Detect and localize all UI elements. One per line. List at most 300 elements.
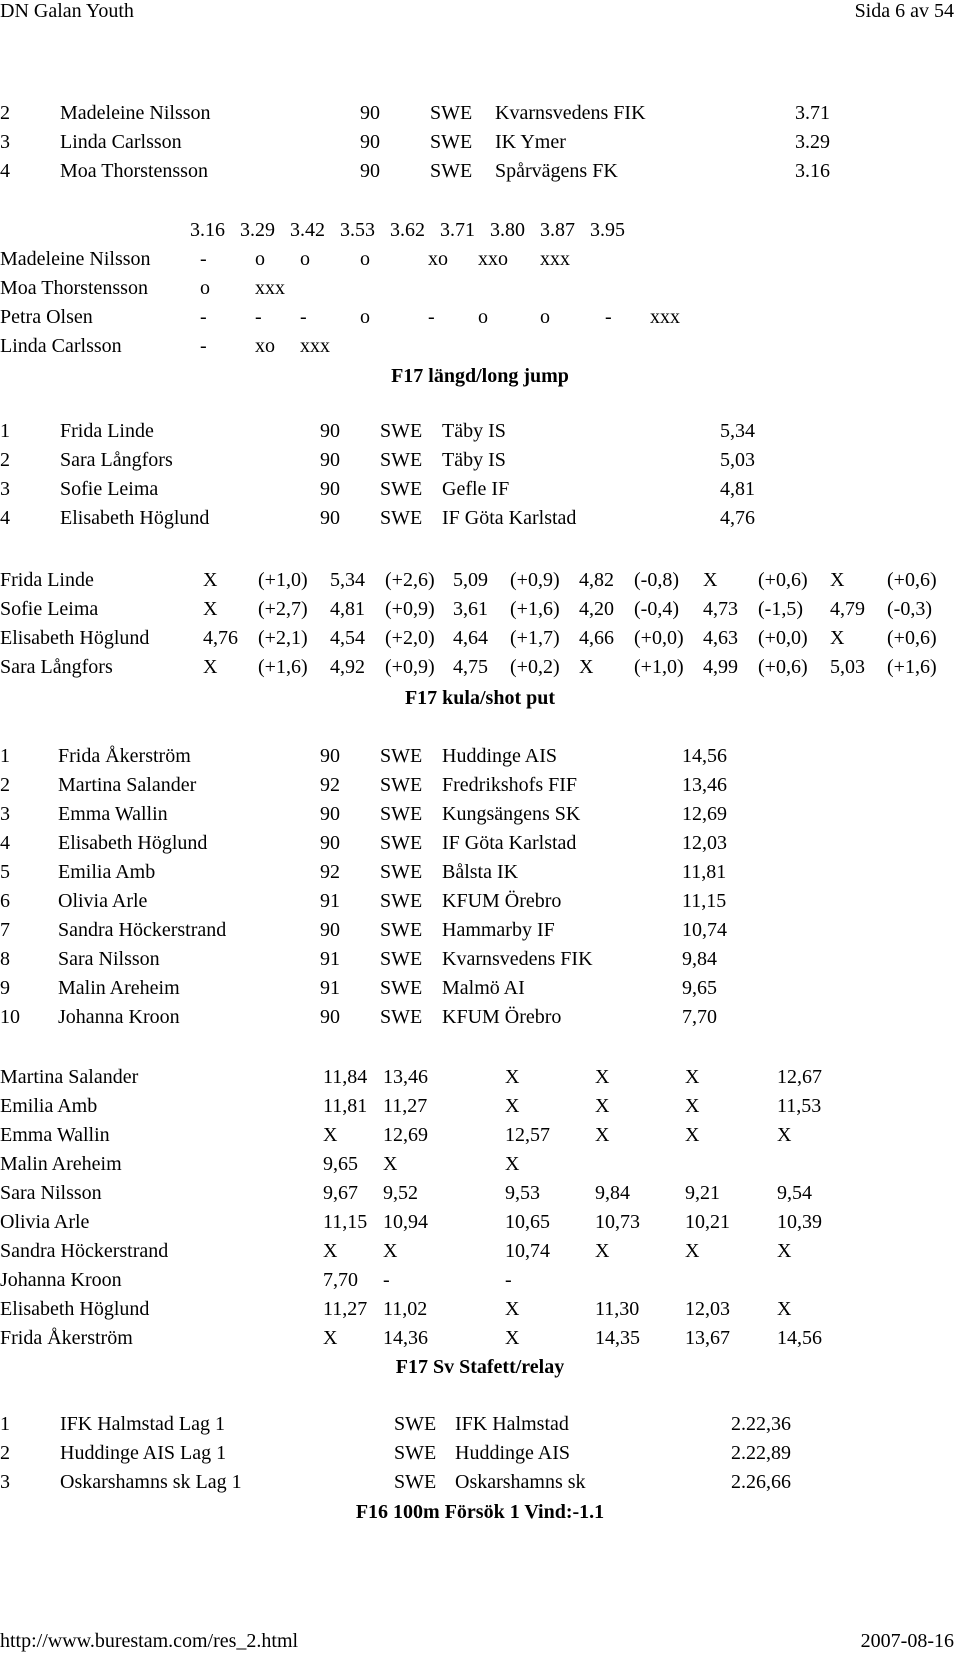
sp-attempt-cell: X — [777, 1124, 792, 1146]
sp-result-cell: SWE — [380, 919, 423, 941]
page-header — [0, 0, 960, 24]
hj-result-cell: 90 — [360, 160, 380, 182]
lj-attempt-cell: (+1,6) — [258, 656, 308, 678]
sp-result-row — [0, 948, 960, 977]
lj-attempts-table — [0, 569, 960, 685]
hj-height-cell: 3.62 — [390, 219, 425, 241]
lj-result-cell: SWE — [380, 420, 423, 442]
hj-attempts-table — [0, 248, 960, 364]
sp-result-cell: SWE — [380, 977, 423, 999]
hj-heights-row — [0, 219, 960, 248]
sp-attempt-cell: 11,02 — [383, 1298, 428, 1320]
sp-result-cell: SWE — [380, 803, 423, 825]
sp-attempt-cell: 9,67 — [323, 1182, 358, 1204]
sp-attempt-cell: 13,67 — [685, 1327, 730, 1349]
lj-attempt-cell: (+0,0) — [758, 627, 808, 649]
lj-attempt-cell: 4,73 — [703, 598, 738, 620]
sp-attempt-cell: Malin Areheim — [0, 1153, 122, 1175]
lj-result-cell: Sara Långfors — [60, 449, 173, 471]
hj-results-table — [0, 102, 960, 189]
hj-attempt-cell: xxx — [300, 335, 330, 357]
lj-attempt-cell: (+1,6) — [510, 598, 560, 620]
lj-attempt-cell: (+0,2) — [510, 656, 560, 678]
sp-result-cell: 9 — [0, 977, 10, 999]
relay-result-cell: Huddinge AIS — [455, 1442, 570, 1464]
sp-attempt-cell: X — [685, 1095, 700, 1117]
sp-attempt-row — [0, 1298, 960, 1327]
lj-attempt-cell: (+1,0) — [634, 656, 684, 678]
hj-attempt-cell: xo — [428, 248, 448, 270]
hj-result-cell: 3.16 — [795, 160, 830, 182]
hj-attempt-cell: Madeleine Nilsson — [0, 248, 151, 270]
hj-result-cell: 3.29 — [795, 131, 830, 153]
sp-attempt-row — [0, 1095, 960, 1124]
lj-result-cell: 4,76 — [720, 507, 755, 529]
sp-result-cell: 12,69 — [682, 803, 727, 825]
relay-result-cell: 1 — [0, 1413, 10, 1435]
lj-attempt-cell: X — [830, 569, 845, 591]
lj-attempt-cell: (+0,6) — [887, 569, 937, 591]
sp-result-cell: SWE — [380, 948, 423, 970]
lj-attempt-cell: 4,64 — [453, 627, 488, 649]
sp-result-cell: SWE — [380, 745, 423, 767]
sp-section-title: F17 kula/shot put — [404, 687, 556, 709]
hj-attempt-row — [0, 248, 960, 277]
sp-result-cell: Emma Wallin — [58, 803, 168, 825]
sp-attempt-cell: 10,21 — [685, 1211, 730, 1233]
lj-attempt-cell: (+2,7) — [258, 598, 308, 620]
lj-result-cell: SWE — [380, 478, 423, 500]
sp-attempt-cell: X — [505, 1327, 520, 1349]
sp-attempt-cell: X — [685, 1124, 700, 1146]
sp-attempt-cell: 9,52 — [383, 1182, 418, 1204]
sp-results-table — [0, 745, 960, 1035]
hj-attempt-cell: o — [200, 277, 210, 299]
sp-result-cell: Martina Salander — [58, 774, 197, 796]
lj-attempt-cell: 5,34 — [330, 569, 365, 591]
hj-attempt-cell: o — [478, 306, 488, 328]
relay-result-row — [0, 1442, 960, 1471]
lj-results-table — [0, 420, 960, 536]
sp-attempt-cell: 7,70 — [323, 1269, 358, 1291]
sp-attempt-cell: 13,46 — [383, 1066, 428, 1088]
lj-attempt-row — [0, 569, 960, 598]
relay-result-cell: 2.22,36 — [731, 1413, 791, 1435]
footer-date: 2007-08-16 — [860, 1630, 954, 1652]
hj-attempt-cell: o — [540, 306, 550, 328]
sp-attempt-cell: 12,67 — [777, 1066, 822, 1088]
lj-attempt-row — [0, 627, 960, 656]
sp-attempt-cell: X — [323, 1240, 338, 1262]
sp-attempt-cell: Martina Salander — [0, 1066, 139, 1088]
sp-attempt-cell: X — [505, 1066, 520, 1088]
sp-result-cell: 91 — [320, 977, 340, 999]
page-footer — [0, 1630, 960, 1654]
sp-attempt-cell: 10,65 — [505, 1211, 550, 1233]
sp-attempt-row — [0, 1327, 960, 1356]
hj-attempt-cell: Moa Thorstensson — [0, 277, 148, 299]
relay-result-cell: Oskarshamns sk — [455, 1471, 586, 1493]
sp-result-cell: 90 — [320, 803, 340, 825]
sp-result-cell: 91 — [320, 948, 340, 970]
sp-attempt-cell: X — [505, 1153, 520, 1175]
hj-result-cell: Moa Thorstensson — [60, 160, 208, 182]
hj-result-cell: Madeleine Nilsson — [60, 102, 211, 124]
hj-attempt-cell: - — [605, 306, 612, 328]
hj-attempt-cell: - — [428, 306, 435, 328]
sp-result-cell: Sara Nilsson — [58, 948, 160, 970]
sp-attempt-cell: Elisabeth Höglund — [0, 1298, 150, 1320]
relay-result-cell: 3 — [0, 1471, 10, 1493]
sp-result-cell: Malmö AI — [442, 977, 525, 999]
lj-attempt-cell: 4,20 — [579, 598, 614, 620]
sp-result-cell: 90 — [320, 919, 340, 941]
sp-result-cell: 8 — [0, 948, 10, 970]
lj-attempt-cell: (-0,3) — [887, 598, 932, 620]
lj-attempt-cell: Frida Linde — [0, 569, 94, 591]
relay-result-cell: Oskarshamns sk Lag 1 — [60, 1471, 242, 1493]
sp-result-cell: 13,46 — [682, 774, 727, 796]
hj-attempt-cell: xxx — [540, 248, 570, 270]
hj-attempt-cell: o — [300, 248, 310, 270]
lj-attempt-cell: 4,54 — [330, 627, 365, 649]
lj-attempt-cell: (-1,5) — [758, 598, 803, 620]
relay-result-cell: Huddinge AIS Lag 1 — [60, 1442, 227, 1464]
lj-attempt-cell: 5,03 — [830, 656, 865, 678]
sp-attempt-cell: 10,39 — [777, 1211, 822, 1233]
sp-result-cell: 91 — [320, 890, 340, 912]
lj-attempt-cell: (-0,8) — [634, 569, 679, 591]
sp-attempt-row — [0, 1240, 960, 1269]
sp-attempt-cell: X — [323, 1124, 338, 1146]
lj-result-row — [0, 478, 960, 507]
lj-result-cell: 5,03 — [720, 449, 755, 471]
sp-result-cell: 7,70 — [682, 1006, 717, 1028]
lj-attempt-cell: 5,09 — [453, 569, 488, 591]
sp-attempt-cell: Johanna Kroon — [0, 1269, 122, 1291]
lj-attempt-cell: (-0,4) — [634, 598, 679, 620]
lj-attempt-cell: X — [579, 656, 594, 678]
lj-result-cell: 90 — [320, 449, 340, 471]
relay-result-cell: 2.22,89 — [731, 1442, 791, 1464]
hj-attempt-cell: o — [255, 248, 265, 270]
sp-attempt-row — [0, 1182, 960, 1211]
sp-attempt-cell: 10,73 — [595, 1211, 640, 1233]
hj-result-cell: SWE — [430, 160, 473, 182]
hj-result-row — [0, 160, 960, 189]
sp-result-cell: 11,81 — [682, 861, 727, 883]
sp-result-cell: Elisabeth Höglund — [58, 832, 208, 854]
sp-attempt-cell: Sara Nilsson — [0, 1182, 102, 1204]
hj-attempt-cell: - — [200, 248, 207, 270]
lj-result-cell: 5,34 — [720, 420, 755, 442]
sp-attempt-cell: 12,69 — [383, 1124, 428, 1146]
hj-attempt-cell: - — [200, 306, 207, 328]
sp-attempt-cell: 14,35 — [595, 1327, 640, 1349]
sp-result-cell: 3 — [0, 803, 10, 825]
sp-result-cell: SWE — [380, 1006, 423, 1028]
sp-result-row — [0, 832, 960, 861]
sp-attempt-cell: 9,54 — [777, 1182, 812, 1204]
lj-attempt-cell: 4,75 — [453, 656, 488, 678]
lj-result-cell: 90 — [320, 420, 340, 442]
sp-result-row — [0, 861, 960, 890]
next-section-title: F16 100m Försök 1 Vind:-1.1 — [355, 1501, 605, 1523]
sp-attempt-row — [0, 1211, 960, 1240]
lj-attempt-cell: 4,63 — [703, 627, 738, 649]
lj-attempt-cell: X — [830, 627, 845, 649]
sp-result-cell: 92 — [320, 774, 340, 796]
sp-attempt-cell: X — [595, 1240, 610, 1262]
lj-attempt-cell: Sofie Leima — [0, 598, 99, 620]
hj-result-cell: 90 — [360, 131, 380, 153]
relay-result-row — [0, 1413, 960, 1442]
hj-attempt-row — [0, 335, 960, 364]
lj-attempt-cell: (+0,9) — [510, 569, 560, 591]
sp-attempt-cell: 14,56 — [777, 1327, 822, 1349]
sp-result-cell: Olivia Arle — [58, 890, 148, 912]
sp-result-cell: 9,84 — [682, 948, 717, 970]
hj-result-cell: 3 — [0, 131, 10, 153]
sp-attempt-cell: 11,27 — [323, 1298, 368, 1320]
sp-attempt-cell: 11,53 — [777, 1095, 822, 1117]
sp-attempt-cell: 9,84 — [595, 1182, 630, 1204]
lj-attempt-cell: X — [203, 569, 218, 591]
sp-result-cell: Emilia Amb — [58, 861, 156, 883]
hj-height-cell: 3.16 — [190, 219, 225, 241]
lj-result-cell: 3 — [0, 478, 10, 500]
footer-url: http://www.burestam.com/res_2.html — [0, 1630, 299, 1652]
lj-attempt-cell: 4,66 — [579, 627, 614, 649]
lj-attempt-cell: (+0,0) — [634, 627, 684, 649]
lj-result-cell: Gefle IF — [442, 478, 510, 500]
lj-attempt-cell: (+2,6) — [385, 569, 435, 591]
relay-result-cell: SWE — [394, 1471, 437, 1493]
lj-attempt-row — [0, 598, 960, 627]
lj-result-cell: 4 — [0, 507, 10, 529]
lj-result-row — [0, 507, 960, 536]
hj-attempt-cell: xxx — [650, 306, 680, 328]
hj-height-cell: 3.71 — [440, 219, 475, 241]
sp-result-cell: Malin Areheim — [58, 977, 180, 999]
relay-result-row — [0, 1471, 960, 1500]
sp-attempt-row — [0, 1066, 960, 1095]
hj-height-row — [0, 219, 960, 248]
lj-attempt-cell: 3,61 — [453, 598, 488, 620]
lj-attempt-cell: X — [703, 569, 718, 591]
hj-attempt-cell: - — [255, 306, 262, 328]
lj-result-cell: 1 — [0, 420, 10, 442]
header-page-number: Sida 6 av 54 — [854, 0, 954, 22]
sp-result-row — [0, 745, 960, 774]
hj-result-cell: 3.71 — [795, 102, 830, 124]
sp-result-cell: Kungsängens SK — [442, 803, 581, 825]
sp-result-row — [0, 977, 960, 1006]
sp-attempt-row — [0, 1124, 960, 1153]
hj-attempt-cell: xxo — [478, 248, 508, 270]
hj-attempt-cell: xo — [255, 335, 275, 357]
lj-attempt-cell: 4,92 — [330, 656, 365, 678]
sp-result-cell: Bålsta IK — [442, 861, 519, 883]
lj-result-cell: IF Göta Karlstad — [442, 507, 577, 529]
hj-result-cell: 4 — [0, 160, 10, 182]
sp-result-cell: 10 — [0, 1006, 20, 1028]
lj-result-row — [0, 449, 960, 478]
sp-result-cell: 90 — [320, 745, 340, 767]
sp-attempt-cell: 9,53 — [505, 1182, 540, 1204]
sp-result-cell: 90 — [320, 832, 340, 854]
sp-result-cell: 1 — [0, 745, 10, 767]
hj-result-cell: IK Ymer — [495, 131, 566, 153]
hj-attempt-cell: xxx — [255, 277, 285, 299]
sp-result-row — [0, 919, 960, 948]
lj-result-cell: Sofie Leima — [60, 478, 159, 500]
sp-result-cell: SWE — [380, 774, 423, 796]
sp-result-cell: Huddinge AIS — [442, 745, 557, 767]
relay-section-title: F17 Sv Stafett/relay — [395, 1356, 565, 1378]
sp-attempt-cell: X — [505, 1298, 520, 1320]
hj-height-cell: 3.95 — [590, 219, 625, 241]
hj-attempt-cell: o — [360, 306, 370, 328]
sp-result-row — [0, 774, 960, 803]
hj-height-cell: 3.29 — [240, 219, 275, 241]
sp-attempt-cell: 11,81 — [323, 1095, 368, 1117]
sp-attempt-cell: Olivia Arle — [0, 1211, 90, 1233]
sp-attempt-cell: X — [685, 1240, 700, 1262]
lj-attempt-cell: 4,99 — [703, 656, 738, 678]
sp-result-cell: 10,74 — [682, 919, 727, 941]
lj-result-cell: Frida Linde — [60, 420, 154, 442]
hj-result-cell: SWE — [430, 102, 473, 124]
lj-attempt-cell: X — [203, 656, 218, 678]
lj-attempt-cell: (+2,0) — [385, 627, 435, 649]
hj-result-cell: SWE — [430, 131, 473, 153]
lj-attempt-cell: (+0,9) — [385, 656, 435, 678]
sp-attempt-cell: 9,21 — [685, 1182, 720, 1204]
sp-result-cell: 11,15 — [682, 890, 727, 912]
sp-attempt-cell: X — [685, 1066, 700, 1088]
sp-attempt-cell: X — [595, 1124, 610, 1146]
lj-result-cell: Elisabeth Höglund — [60, 507, 210, 529]
sp-result-cell: Fredrikshofs FIF — [442, 774, 578, 796]
hj-height-cell: 3.87 — [540, 219, 575, 241]
sp-attempt-cell: X — [323, 1327, 338, 1349]
sp-attempt-cell: 9,65 — [323, 1153, 358, 1175]
sp-result-row — [0, 1006, 960, 1035]
sp-result-cell: 90 — [320, 1006, 340, 1028]
lj-attempt-cell: (+0,6) — [887, 627, 937, 649]
lj-attempt-cell: (+1,6) — [887, 656, 937, 678]
lj-attempt-cell: (+0,6) — [758, 569, 808, 591]
relay-result-cell: SWE — [394, 1442, 437, 1464]
sp-attempt-cell: X — [595, 1095, 610, 1117]
sp-attempt-cell: X — [505, 1095, 520, 1117]
lj-attempt-cell: (+2,1) — [258, 627, 308, 649]
hj-result-cell: 2 — [0, 102, 10, 124]
lj-attempt-cell: Sara Långfors — [0, 656, 113, 678]
lj-result-cell: Täby IS — [442, 420, 506, 442]
sp-result-cell: Kvarnsvedens FIK — [442, 948, 593, 970]
sp-attempt-cell: Emilia Amb — [0, 1095, 98, 1117]
lj-attempt-cell: (+0,6) — [758, 656, 808, 678]
sp-result-cell: 5 — [0, 861, 10, 883]
relay-result-cell: IFK Halmstad — [455, 1413, 569, 1435]
sp-attempt-cell: 12,03 — [685, 1298, 730, 1320]
sp-attempt-cell: 11,15 — [323, 1211, 368, 1233]
lj-attempt-cell: 4,82 — [579, 569, 614, 591]
lj-result-cell: Täby IS — [442, 449, 506, 471]
relay-result-cell: 2 — [0, 1442, 10, 1464]
lj-attempt-cell: 4,81 — [330, 598, 365, 620]
sp-attempt-cell: 10,94 — [383, 1211, 428, 1233]
sp-result-cell: SWE — [380, 832, 423, 854]
sp-attempt-cell: - — [505, 1269, 512, 1291]
hj-height-cell: 3.53 — [340, 219, 375, 241]
sp-attempt-cell: X — [383, 1153, 398, 1175]
sp-attempt-cell: 10,74 — [505, 1240, 550, 1262]
sp-result-cell: IF Göta Karlstad — [442, 832, 577, 854]
lj-result-cell: 90 — [320, 507, 340, 529]
sp-attempt-cell: 11,27 — [383, 1095, 428, 1117]
sp-result-cell: 6 — [0, 890, 10, 912]
hj-attempt-row — [0, 277, 960, 306]
lj-result-cell: 2 — [0, 449, 10, 471]
sp-attempt-cell: Frida Åkerström — [0, 1327, 133, 1349]
sp-result-cell: Sandra Höckerstrand — [58, 919, 227, 941]
hj-height-cell: 3.80 — [490, 219, 525, 241]
hj-result-cell: Linda Carlsson — [60, 131, 182, 153]
lj-section-title: F17 längd/long jump — [391, 365, 569, 387]
sp-result-cell: 4 — [0, 832, 10, 854]
relay-result-cell: 2.26,66 — [731, 1471, 791, 1493]
lj-attempt-cell: 4,79 — [830, 598, 865, 620]
lj-attempt-row — [0, 656, 960, 685]
hj-result-cell: Kvarnsvedens FIK — [495, 102, 646, 124]
sp-attempt-cell: X — [777, 1240, 792, 1262]
sp-result-cell: SWE — [380, 861, 423, 883]
sp-result-cell: Johanna Kroon — [58, 1006, 180, 1028]
hj-height-cell: 3.42 — [290, 219, 325, 241]
sp-attempt-cell: X — [383, 1240, 398, 1262]
hj-result-cell: 90 — [360, 102, 380, 124]
hj-attempt-cell: Petra Olsen — [0, 306, 93, 328]
sp-result-cell: 9,65 — [682, 977, 717, 999]
hj-attempt-cell: - — [300, 306, 307, 328]
sp-result-cell: 12,03 — [682, 832, 727, 854]
hj-attempt-cell: o — [360, 248, 370, 270]
sp-result-cell: 2 — [0, 774, 10, 796]
lj-attempt-cell: (+0,9) — [385, 598, 435, 620]
lj-attempt-cell: Elisabeth Höglund — [0, 627, 150, 649]
sp-result-cell: KFUM Örebro — [442, 1006, 562, 1028]
sp-result-cell: 14,56 — [682, 745, 727, 767]
sp-attempt-row — [0, 1153, 960, 1182]
sp-attempt-cell: 14,36 — [383, 1327, 428, 1349]
lj-attempt-cell: (+1,7) — [510, 627, 560, 649]
sp-result-cell: Frida Åkerström — [58, 745, 191, 767]
lj-attempt-cell: X — [203, 598, 218, 620]
sp-attempt-cell: 11,84 — [323, 1066, 368, 1088]
sp-result-cell: 7 — [0, 919, 10, 941]
header-title: DN Galan Youth — [0, 0, 134, 22]
lj-attempt-cell: (+1,0) — [258, 569, 308, 591]
hj-result-cell: Spårvägens FK — [495, 160, 618, 182]
sp-result-cell: KFUM Örebro — [442, 890, 562, 912]
sp-attempt-cell: X — [777, 1298, 792, 1320]
relay-result-cell: SWE — [394, 1413, 437, 1435]
lj-result-cell: SWE — [380, 507, 423, 529]
lj-result-row — [0, 420, 960, 449]
